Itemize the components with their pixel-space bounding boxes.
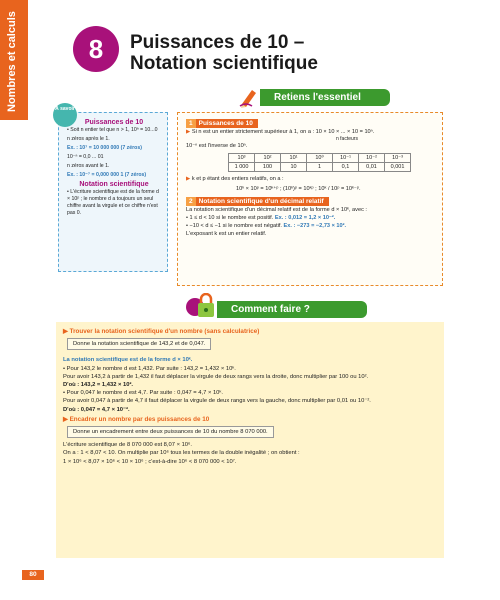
savoir-text: 10⁻ⁿ = 0,0 ... 01 xyxy=(67,154,104,160)
table-cell: 10⁻² xyxy=(359,154,385,163)
table-cell: 100 xyxy=(255,163,281,172)
essentiel-text: • 1 ≤ d < 10 si le nombre est positif. xyxy=(186,215,274,221)
savoir-text: • Soit n entier tel que n > 1, 10ⁿ = 10...0 xyxy=(67,127,158,133)
table-cell: 10 xyxy=(281,163,307,172)
savoir-text: • L'écriture scientifique est de la forme d × 10ᵖ ; le nombre d a toujours un seul chiffre avant la virgule et ce chiffre n'est pas 0. xyxy=(67,189,159,216)
essentiel-box xyxy=(177,112,443,286)
essentiel-text: Si n est un entier strictement supérieur à 1, on a : 10 × 10 × ... × 10 = 10ⁿ. xyxy=(191,129,375,135)
padlock-icon xyxy=(186,293,218,321)
table-cell: 10⁻³ xyxy=(385,154,411,163)
method-text: On a : 1 < 8,07 < 10. On multiplie par 10⁶ tous les termes de la double inégalité ; on obtient : xyxy=(63,450,300,457)
essentiel-line xyxy=(186,175,434,183)
retiens-essentiel-heading: Retiens l'essentiel xyxy=(260,89,390,106)
savoir-heading-notation: Notation scientifique xyxy=(79,181,149,188)
method-text: Pour avoir 0,047 à partir de 4,7 il faut déplacer la virgule de deux rangs vers la gauche, donc multiplier par 0,01 ou 10⁻². xyxy=(63,398,371,405)
essentiel-text: 10⁻ⁿ est l'inverse de 10ⁿ. xyxy=(186,143,248,149)
chapter-number-badge: 8 xyxy=(73,26,119,72)
page-number: 80 xyxy=(22,570,44,580)
savoir-example: Ex. : 10⁻⁷ = 0,000 000 1 (7 zéros) xyxy=(67,172,147,178)
comment-faire-box xyxy=(56,322,444,558)
essentiel-line xyxy=(186,128,434,136)
section-tab-label: Nombres et calculs xyxy=(6,11,18,112)
triangle-icon: ▶ xyxy=(63,415,68,423)
triangle-icon: ▶ xyxy=(63,328,68,335)
method-2-title xyxy=(63,416,437,424)
essentiel-example: Ex. : −273 = −2,73 × 10². xyxy=(283,223,347,229)
method-text: • Pour 0,047 le nombre d est 4,7. Par suite : 0,047 = 4,7 × 10ᵏ. xyxy=(63,390,223,397)
essentiel-text: • −10 < d ≤ −1 si le nombre est négatif. xyxy=(186,223,282,229)
essentiel-line xyxy=(186,214,434,222)
method-1-title-text: Trouver la notation scientifique d'un nombre (sans calculatrice) xyxy=(69,328,260,335)
a-savoir-tag: À savoir xyxy=(53,103,77,127)
method-result: D'où : 0,047 = 4,7 × 10⁻². xyxy=(63,406,130,413)
essentiel-line xyxy=(186,222,434,230)
method-2-title-text: Encadrer un nombre par des puissances de 10 xyxy=(69,415,210,423)
section-1-title: Puissances de 10 xyxy=(198,120,253,127)
method-1-rule: La notation scientifique est de la forme d × 10ᵏ. xyxy=(63,357,193,364)
table-cell: 1 000 xyxy=(229,163,255,172)
method-1-title xyxy=(63,328,437,336)
section-1-heading xyxy=(186,119,258,128)
table-cell: 0,01 xyxy=(359,163,385,172)
facteurs-label: n facteurs xyxy=(336,136,358,142)
method-1-statement: Donne la notation scientifique de 143,2 et de 0,047. xyxy=(67,338,211,350)
table-cell: 0,1 xyxy=(333,163,359,172)
table-cell: 10⁰ xyxy=(307,154,333,163)
table-cell: 10¹ xyxy=(281,154,307,163)
chapter-title-line2: Notation scientifique xyxy=(130,53,318,74)
comment-faire-heading: Comment faire ? xyxy=(217,301,367,318)
section-tab xyxy=(0,0,28,120)
section-1-number: 1 xyxy=(186,119,196,128)
method-2-statement: Donne un encadrement entre deux puissances de 10 du nombre 8 070 000. xyxy=(67,426,274,438)
triangle-icon: ▶ xyxy=(186,129,191,135)
powers-formula: 10ᵏ × 10ᵖ = 10ᵏ⁺ᵖ ; (10ᵏ)ᵖ = 10ᵏᵖ ; 10ᵏ / 10ᵖ = 10ᵏ⁻ᵖ. xyxy=(236,186,361,192)
section-2-heading xyxy=(186,197,329,206)
chapter-title-line1: Puissances de 10 – xyxy=(130,32,305,53)
savoir-heading-puissances: Puissances de 10 xyxy=(84,119,144,126)
essentiel-text: L'exposant k est un entier relatif. xyxy=(186,231,267,237)
method-result: 1 × 10⁶ < 8,07 × 10⁶ < 10 × 10⁶ ; c'est-à-dire 10⁶ < 8 070 000 < 10⁷. xyxy=(63,458,237,465)
table-cell: 10² xyxy=(255,154,281,163)
essentiel-text: k et p étant des entiers relatifs, on a : xyxy=(191,176,284,182)
table-cell: 0,001 xyxy=(385,163,411,172)
a-savoir-box xyxy=(55,106,168,272)
savoir-example: Ex. : 10⁷ = 10 000 000 (7 zéros) xyxy=(67,145,142,151)
method-result: D'où : 143,2 = 1,432 × 10². xyxy=(63,382,134,389)
chapter-title xyxy=(130,32,318,74)
pencil-icon xyxy=(238,86,260,108)
section-2-number: 2 xyxy=(186,197,196,206)
method-text: L'écriture scientifique de 8 070 000 est 8,07 × 10⁶. xyxy=(63,442,193,449)
method-text: • Pour 143,2 le nombre d est 1,432. Par suite : 143,2 = 1,432 × 10ᵏ. xyxy=(63,365,236,372)
savoir-text: n zéros après le 1. xyxy=(67,136,110,142)
powers-table xyxy=(228,153,411,172)
section-2-title: Notation scientifique d'un décimal relatif xyxy=(198,198,324,205)
essentiel-text: La notation scientifique d'un décimal relatif est de la forme d × 10ᵏ, avec : xyxy=(186,207,367,213)
savoir-text: n zéros avant le 1. xyxy=(67,163,110,169)
triangle-icon: ▶ xyxy=(186,176,191,182)
table-cell: 10³ xyxy=(229,154,255,163)
method-text: Pour avoir 143,2 à partir de 1,432 il faut déplacer la virgule de deux rangs vers la droite, donc multiplier par 100 ou 10². xyxy=(63,373,369,380)
table-cell: 10⁻¹ xyxy=(333,154,359,163)
table-cell: 1 xyxy=(307,163,333,172)
essentiel-example: Ex. : 0,012 = 1,2 × 10⁻². xyxy=(274,215,336,221)
